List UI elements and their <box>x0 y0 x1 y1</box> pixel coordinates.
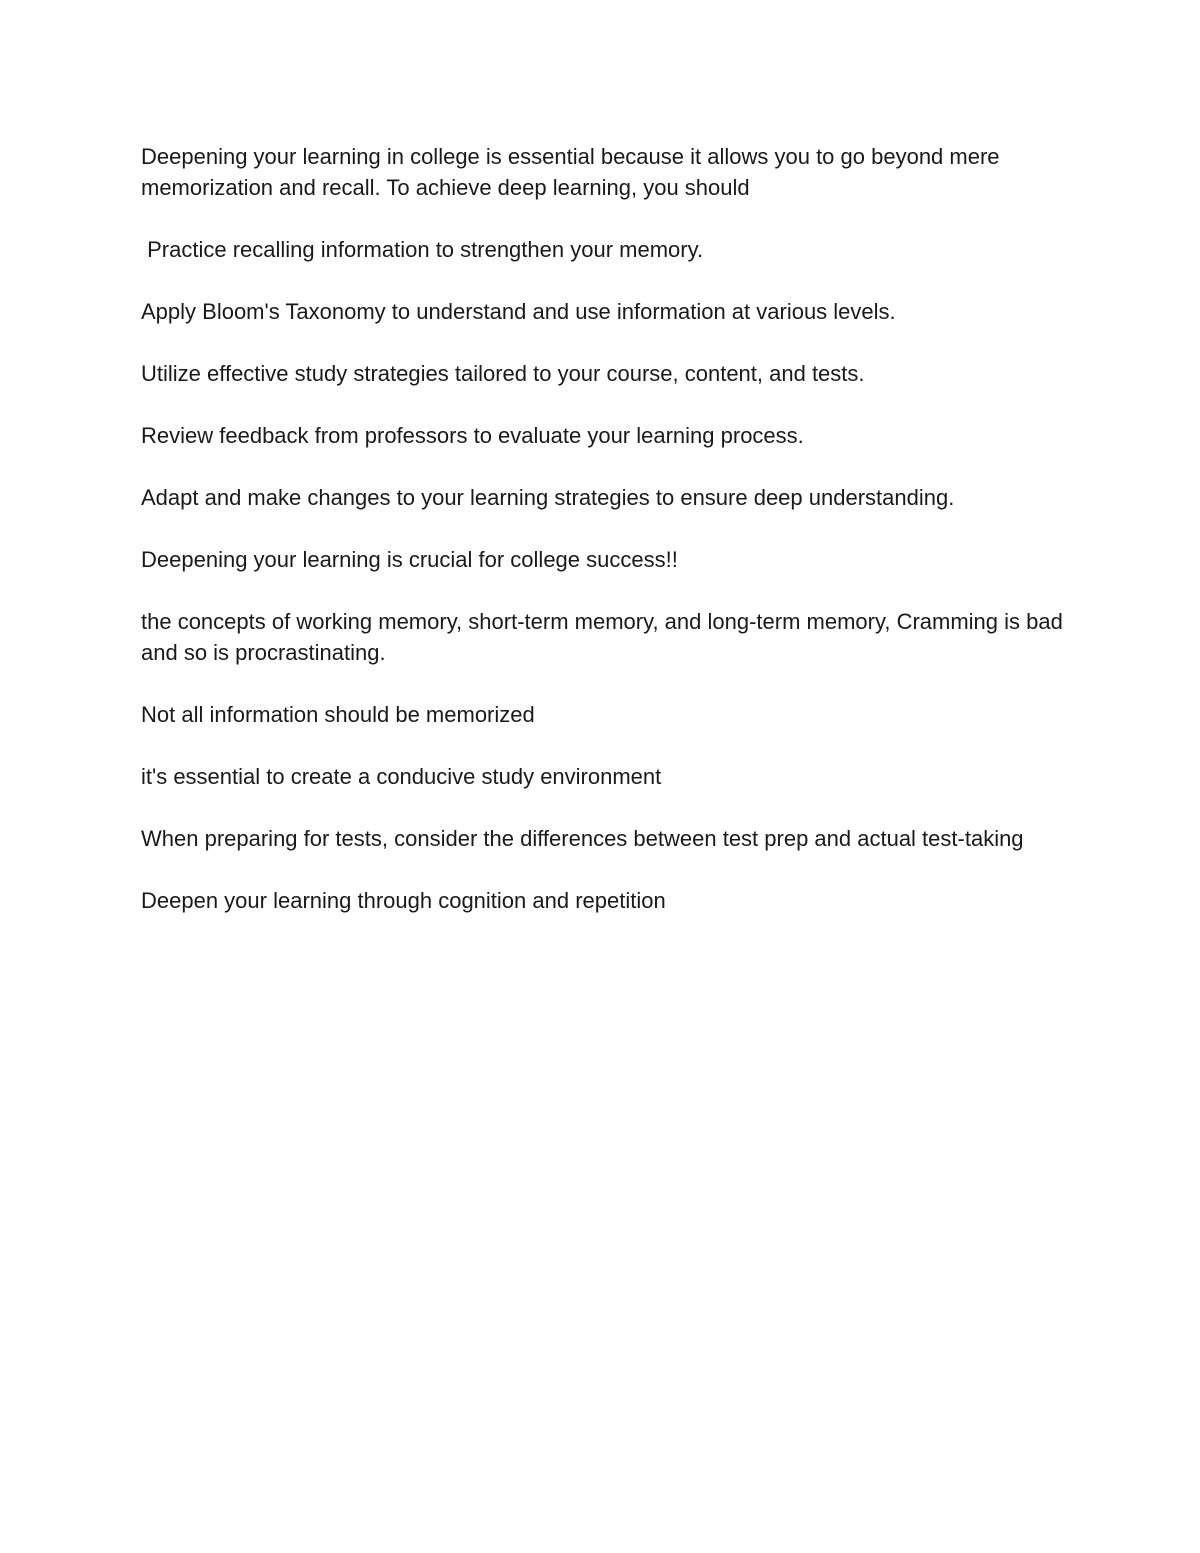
paragraph-cognition-repetition: Deepen your learning through cognition and repetition <box>141 888 666 913</box>
paragraph-college-success: Deepening your learning is crucial for college success!! <box>141 547 678 572</box>
paragraph-study-environment: it's essential to create a conducive study environment <box>141 764 662 789</box>
paragraph-review-feedback: Review feedback from professors to evaluate your learning process. <box>141 423 804 448</box>
paragraph-test-prep: When preparing for tests, consider the differences between test prep and actual test-taking <box>141 826 1024 851</box>
paragraph-practice-recalling: Practice recalling information to strengthen your memory. <box>141 237 704 262</box>
document-body <box>141 141 1069 947</box>
paragraph-adapt-strategies: Adapt and make changes to your learning strategies to ensure deep understanding. <box>141 485 955 510</box>
paragraph-not-memorized: Not all information should be memorized <box>141 702 535 727</box>
paragraph-intro: Deepening your learning in college is essential because it allows you to go beyond mere memorization and recall. To achieve deep learning, you should <box>141 144 1006 200</box>
paragraph-blooms-taxonomy: Apply Bloom's Taxonomy to understand and use information at various levels. <box>141 299 896 324</box>
paragraph-study-strategies: Utilize effective study strategies tailored to your course, content, and tests. <box>141 361 865 386</box>
paragraph-memory-concepts: the concepts of working memory, short-term memory, and long-term memory, Cramming is bad and so is procrastinating. <box>141 609 1069 665</box>
